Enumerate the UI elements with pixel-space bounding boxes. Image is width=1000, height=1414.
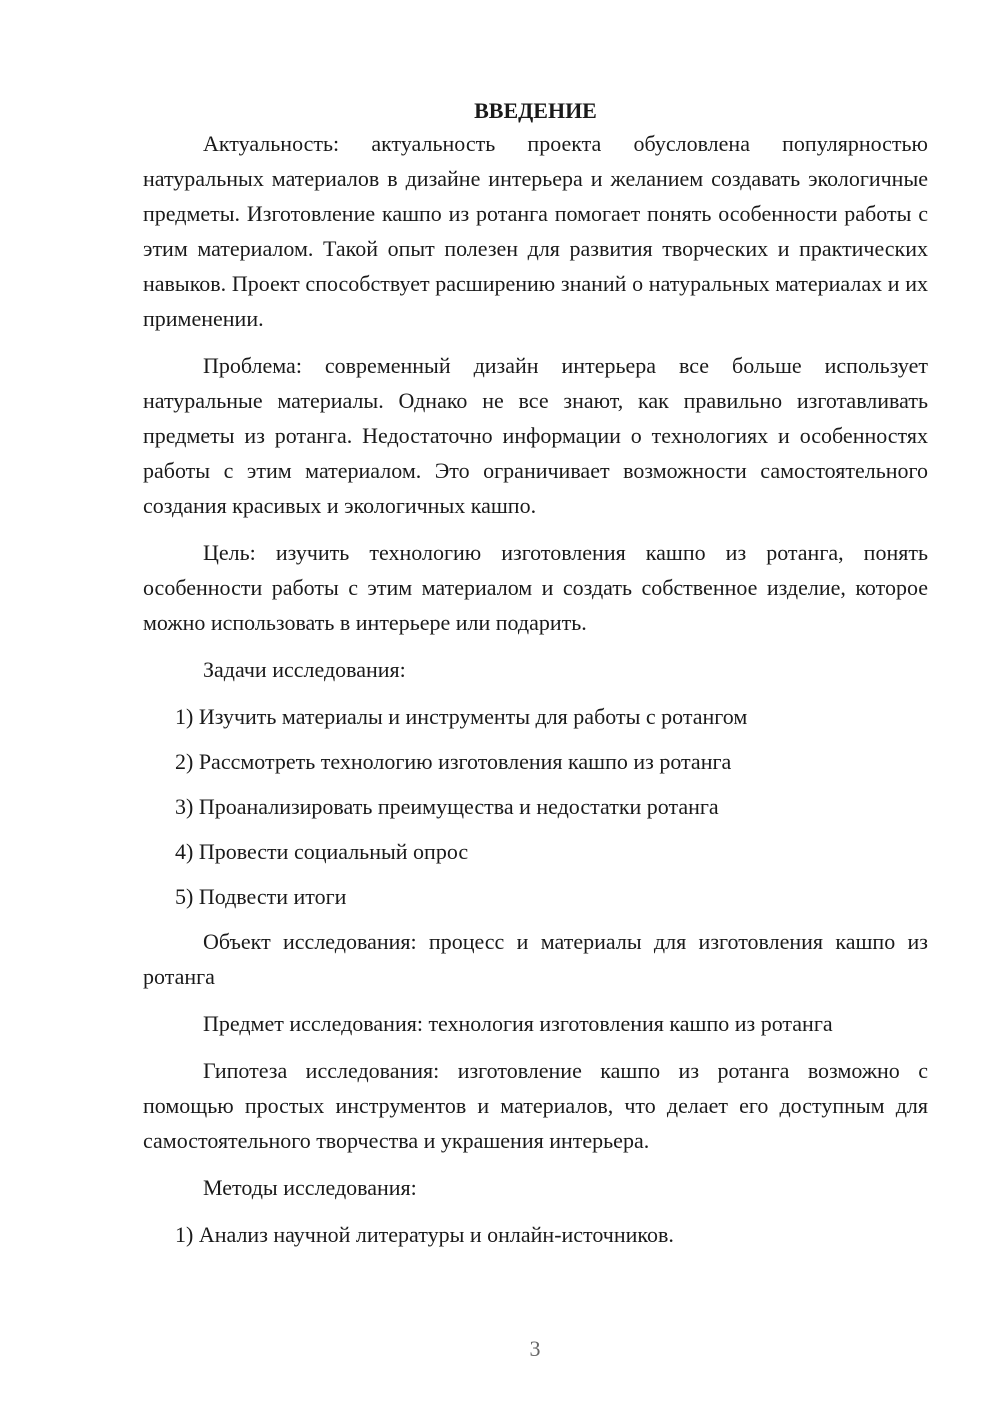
task-item: 1) Изучить материалы и инструменты для работы с ротангом — [175, 704, 748, 729]
problem-paragraph: Проблема: современный дизайн интерьера все больше использует натуральные материалы. Однако не все знают, как правильно изготавливать предметы из ротанга. Недостаточно информации о технологиях и особенностях работы с этим материалом. Это ограничивает возможности самостоятельного создания красивых и экологичных кашпо. — [143, 353, 928, 518]
task-item: 3) Проанализировать преимущества и недостатки ротанга — [175, 794, 719, 819]
relevance-paragraph: Актуальность: актуальность проекта обусловлена популярностью натуральных материалов в дизайне интерьера и желанием создавать экологичные предметы. Изготовление кашпо из ротанга помогает понять особенности работы с этим материалом. Такой опыт полезен для развития творческих и практических навыков. Проект способствует расширению знаний о натуральных материалах и их применении. — [143, 131, 928, 331]
hypothesis-paragraph: Гипотеза исследования: изготовление кашпо из ротанга возможно с помощью простых инструментов и материалов, что делает его доступным для самостоятельного творчества и украшения интерьера. — [143, 1058, 928, 1153]
method-item: 1) Анализ научной литературы и онлайн-источников. — [175, 1222, 674, 1247]
task-item: 5) Подвести итоги — [175, 884, 347, 909]
task-item: 2) Рассмотреть технологию изготовления кашпо из ротанга — [175, 749, 732, 774]
goal-paragraph: Цель: изучить технологию изготовления кашпо из ротанга, понять особенности работы с этим материалом и создать собственное изделие, которое можно использовать в интерьере или подарить. — [143, 540, 928, 635]
page-number: 3 — [529, 1336, 541, 1361]
object-paragraph: Объект исследования: процесс и материалы для изготовления кашпо из ротанга — [143, 929, 928, 989]
task-item: 4) Провести социальный опрос — [175, 839, 469, 864]
page-title: ВВЕДЕНИЕ — [474, 98, 597, 123]
tasks-heading: Задачи исследования: — [203, 657, 406, 682]
methods-heading: Методы исследования: — [203, 1175, 417, 1200]
subject-paragraph: Предмет исследования: технология изготовления кашпо из ротанга — [203, 1011, 833, 1036]
page-content — [143, 96, 928, 1262]
